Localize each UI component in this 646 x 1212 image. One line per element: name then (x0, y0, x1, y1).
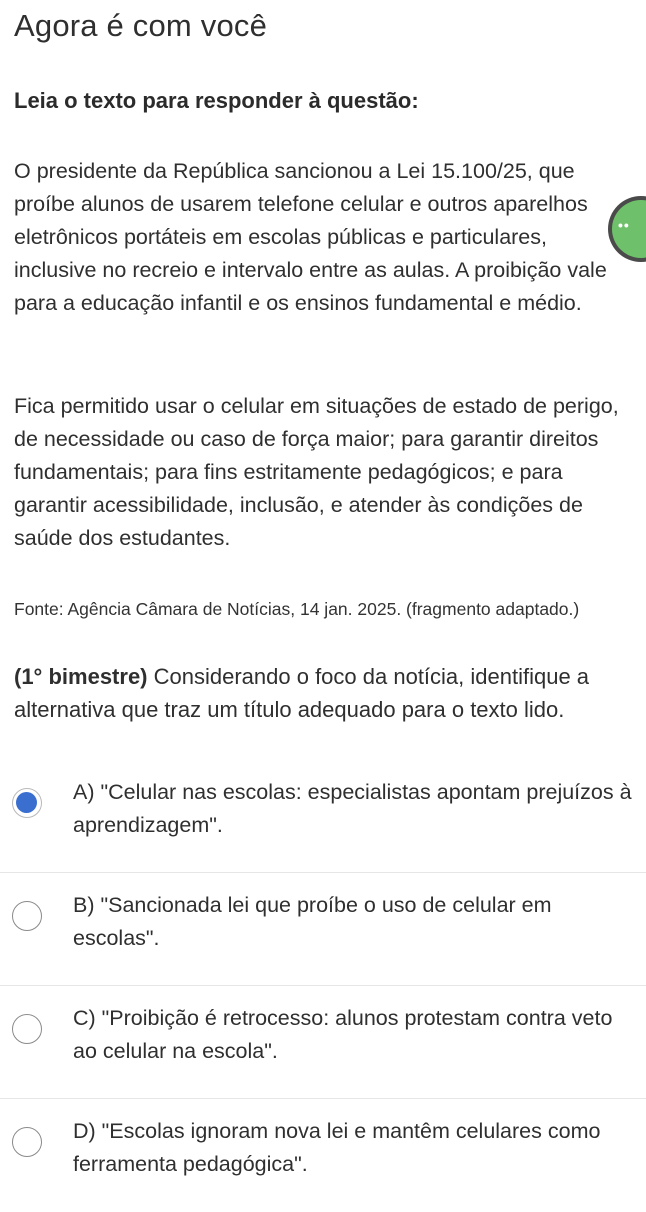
instruction-heading: Leia o texto para responder à questão: (14, 88, 419, 113)
radio-a[interactable] (12, 788, 42, 818)
option-b[interactable] (0, 873, 646, 986)
option-c[interactable] (0, 986, 646, 1099)
question-text (14, 660, 639, 726)
radio-b[interactable] (12, 901, 42, 931)
question-prompt: Considerando o foco da notícia, identifique a alternativa que traz um título adequado para o texto lido. (14, 664, 590, 722)
option-d[interactable] (0, 1099, 646, 1212)
question-tag: (1° bimestre) (14, 664, 148, 689)
more-dots-icon: •• (618, 217, 630, 233)
option-a[interactable] (0, 760, 646, 873)
option-c-label[interactable]: C) "Proibição é retrocesso: alunos protestam contra veto ao celular na escola". (73, 1006, 613, 1063)
source-citation: Fonte: Agência Câmara de Notícias, 14 jan. 2025. (fragmento adaptado.) (14, 599, 580, 619)
option-b-label[interactable]: B) "Sancionada lei que proíbe o uso de celular em escolas". (73, 893, 552, 950)
page-title: Agora é com você (14, 8, 268, 43)
option-a-label[interactable]: A) "Celular nas escolas: especialistas apontam prejuízos à aprendizagem". (73, 780, 632, 837)
side-button-face[interactable] (612, 200, 646, 258)
text-paragraph-1: O presidente da República sancionou a Lei 15.100/25, que proíbe alunos de usarem telefone celular e outros aparelhos eletrônicos portáteis em escolas públicas e particulares, inclusive no recreio e intervalo entre as aulas. A proibição vale para a educação infantil e os ensinos fundamental e médio. (14, 159, 607, 315)
radio-d[interactable] (12, 1127, 42, 1157)
option-d-label[interactable]: D) "Escolas ignoram nova lei e mantêm celulares como ferramenta pedagógica". (73, 1119, 601, 1176)
radio-c[interactable] (12, 1014, 42, 1044)
answer-options (0, 760, 646, 1212)
text-paragraph-2: Fica permitido usar o celular em situações de estado de perigo, de necessidade ou caso de força maior; para garantir direitos fundamentais; para fins estritamente pedagógicos; e para garantir acessibilidade, inclusão, e atender às condições de saúde dos estudantes. (14, 394, 619, 550)
